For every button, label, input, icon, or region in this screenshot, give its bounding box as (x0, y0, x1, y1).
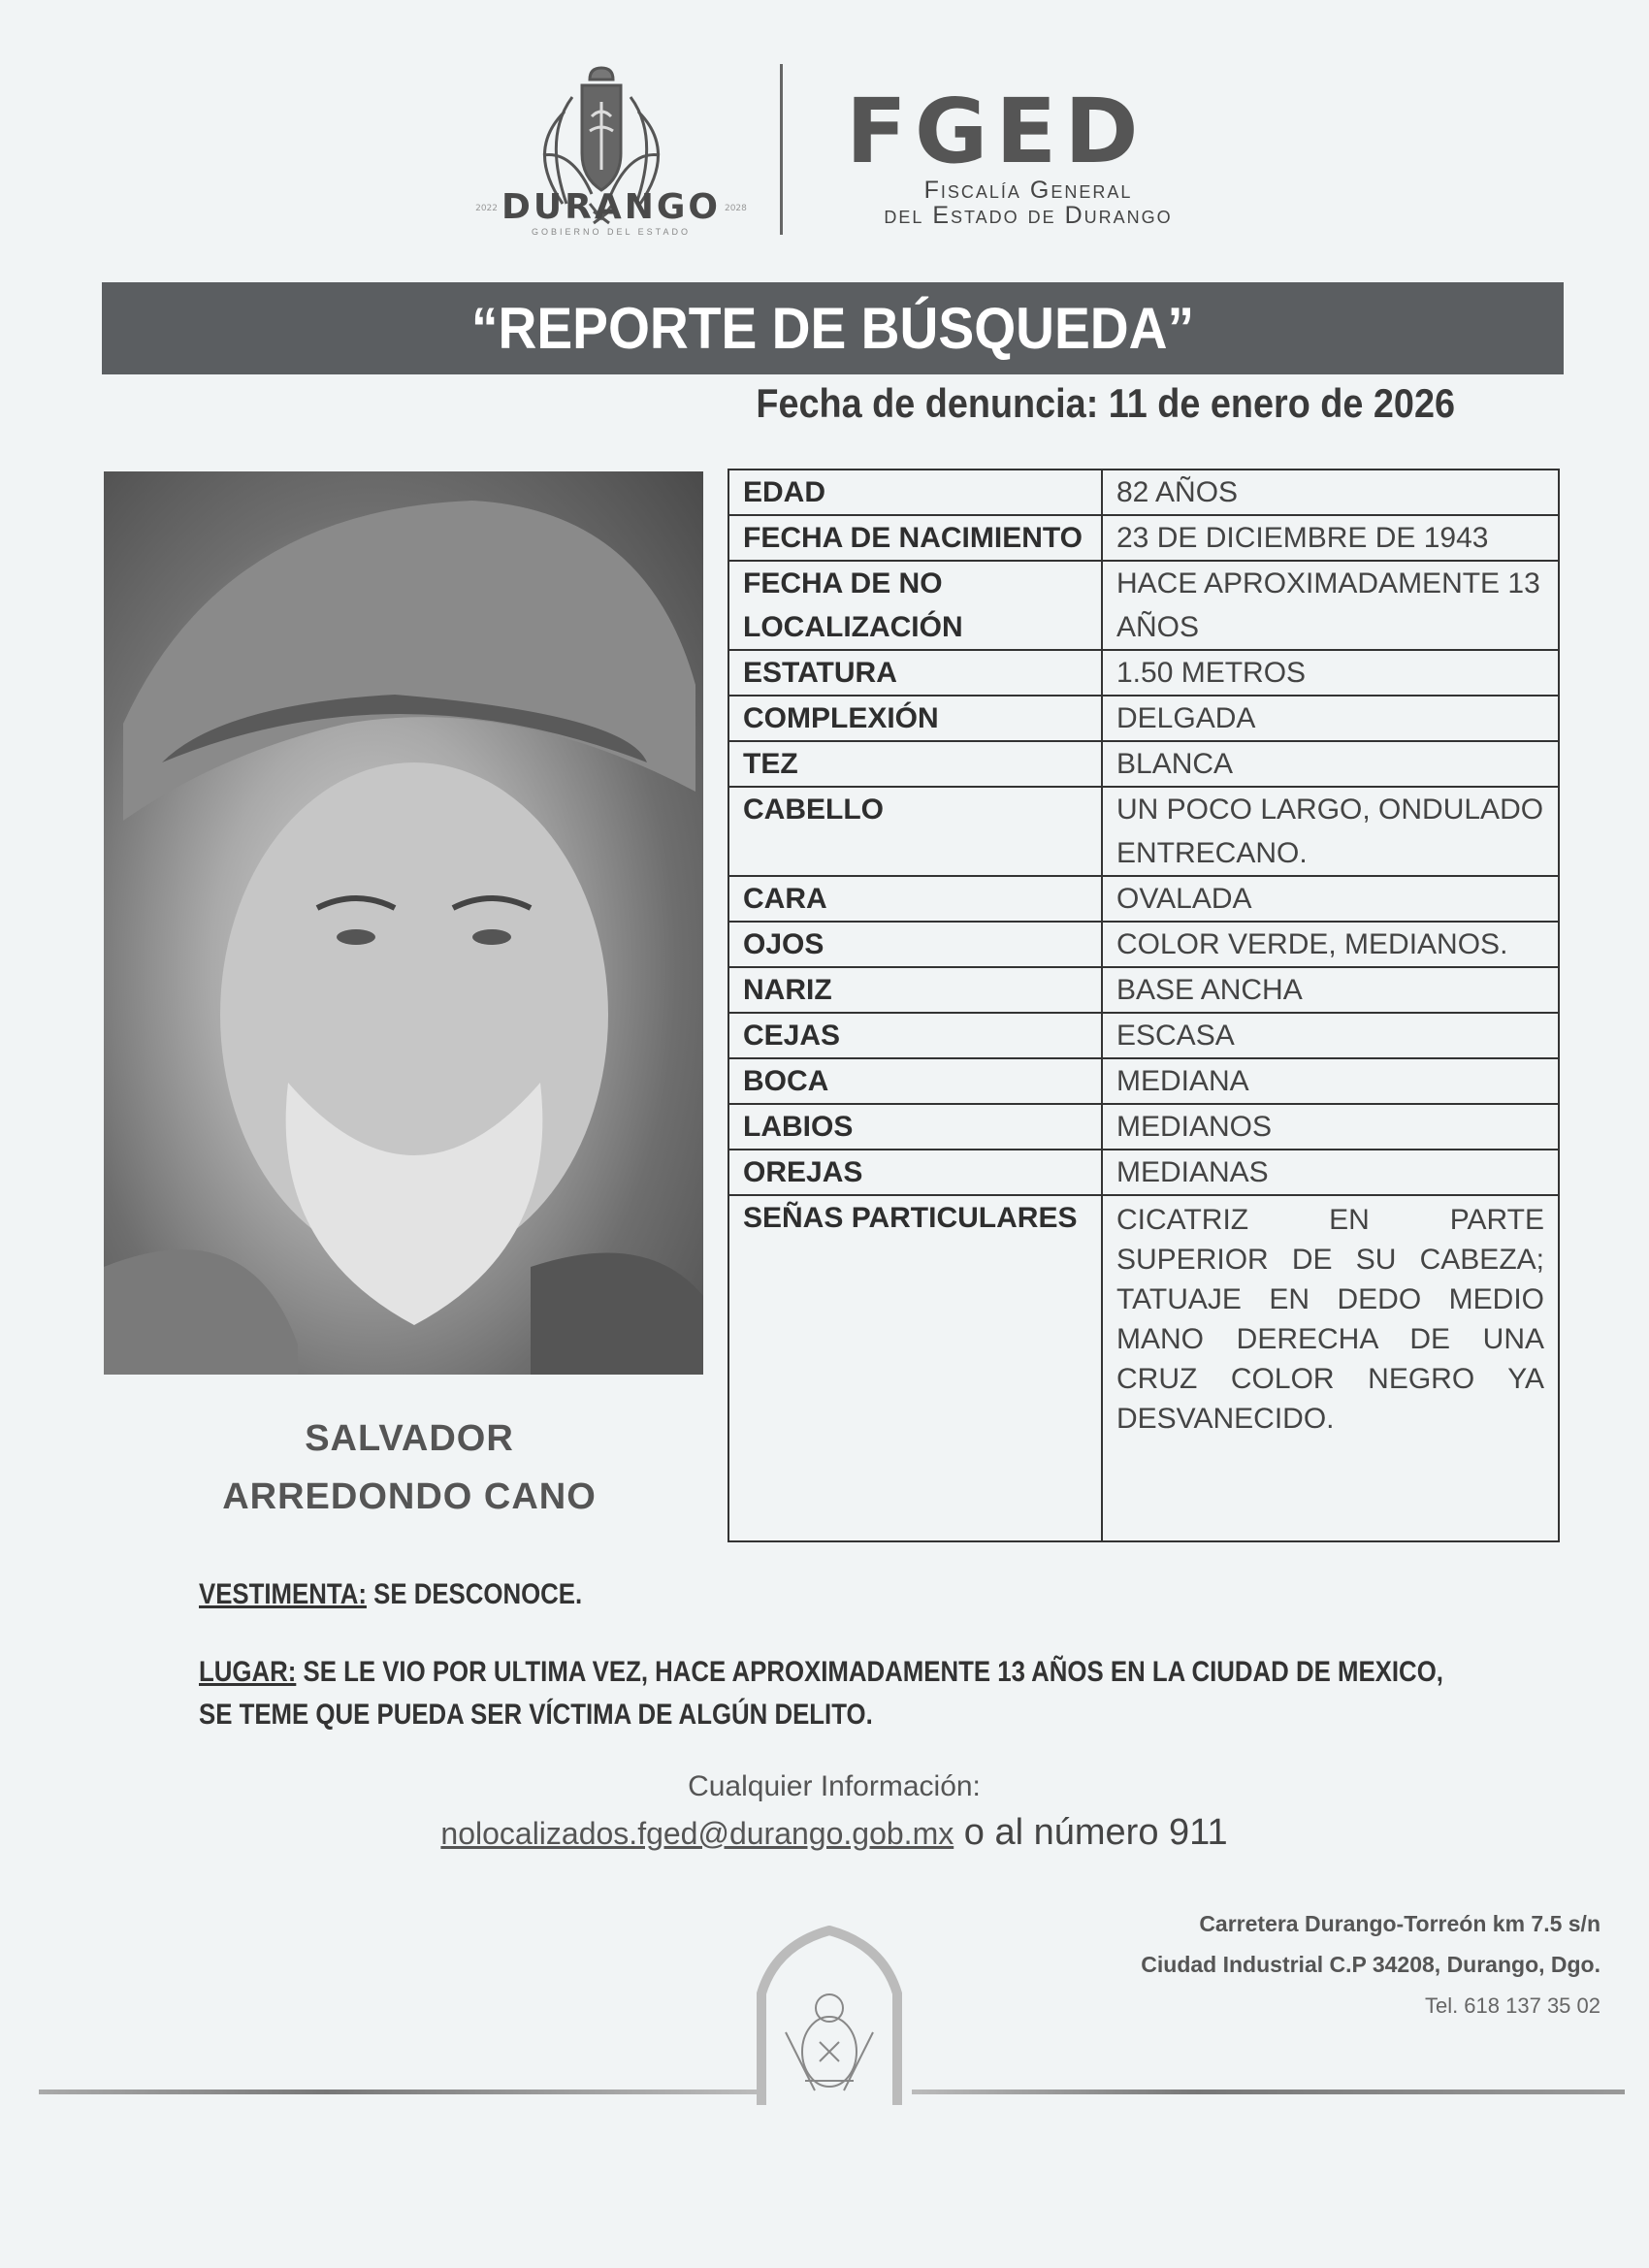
detail-row (728, 470, 1559, 515)
year-end: 2028 (724, 204, 747, 213)
detail-value: DELGADA (1102, 696, 1559, 741)
address-line1: Carretera Durango-Torreón km 7.5 s/n (1199, 1911, 1600, 1936)
missing-person-photo (104, 471, 703, 1375)
portrait-illustration (104, 471, 703, 1375)
detail-value: MEDIANA (1102, 1058, 1559, 1104)
address-phone: Tel. 618 137 35 02 (1424, 1993, 1600, 2018)
detail-row (728, 1104, 1559, 1150)
gobierno-subtitle: GOBIERNO DEL ESTADO (531, 227, 692, 237)
header-divider (780, 64, 783, 235)
detail-value: CICATRIZ EN PARTE SUPERIOR DE SU CABEZA; TATUAJE EN DEDO MEDIO MANO DERECHA DE UNA CRUZ COLOR NEGRO YA DESVANECIDO. (1102, 1195, 1559, 1541)
detail-label: BOCA (728, 1058, 1102, 1104)
place-paragraph-line2 (199, 1694, 983, 1736)
clothing-label: VESTIMENTA: (199, 1578, 367, 1610)
detail-value: BASE ANCHA (1102, 967, 1559, 1013)
detail-value: ESCASA (1102, 1013, 1559, 1058)
detail-value: MEDIANOS (1102, 1104, 1559, 1150)
detail-label: TEZ (728, 741, 1102, 787)
detail-row (728, 1013, 1559, 1058)
detail-value: HACE APROXIMADAMENTE 13 AÑOS (1102, 561, 1559, 650)
place-paragraph (199, 1651, 1646, 1694)
detail-value: 82 AÑOS (1102, 470, 1559, 515)
detail-value: OVALADA (1102, 876, 1559, 922)
detail-row (728, 1058, 1559, 1104)
person-last-names: ARREDONDO CANO (222, 1476, 597, 1517)
detail-label: NARIZ (728, 967, 1102, 1013)
detail-label: CEJAS (728, 1013, 1102, 1058)
page-title: “REPORTE DE BÚSQUEDA” (470, 296, 1195, 361)
detail-label: OREJAS (728, 1150, 1102, 1195)
detail-label: FECHA DE NACIMIENTO (728, 515, 1102, 561)
detail-row (728, 1150, 1559, 1195)
contact-line (388, 1812, 1280, 1854)
report-date: Fecha de denuncia: 11 de enero de 2026 (756, 380, 1455, 426)
detail-label: LABIOS (728, 1104, 1102, 1150)
detail-label: CABELLO (728, 787, 1102, 876)
clothing-value: SE DESCONOCE. (373, 1578, 583, 1610)
fged-logo-wordmark: FGED (846, 80, 1147, 183)
detail-row (728, 515, 1559, 561)
detail-label: OJOS (728, 922, 1102, 967)
detail-value: BLANCA (1102, 741, 1559, 787)
detail-label: ESTATURA (728, 650, 1102, 696)
clothing-paragraph (199, 1573, 645, 1616)
durango-wordmark (456, 187, 766, 227)
detail-row (728, 967, 1559, 1013)
address-line2: Ciudad Industrial C.P 34208, Durango, Dgo. (1141, 1952, 1600, 1977)
detail-value: 1.50 METROS (1102, 650, 1559, 696)
detail-row (728, 696, 1559, 741)
detail-row (728, 650, 1559, 696)
detail-label: SEÑAS PARTICULARES (728, 1195, 1102, 1541)
contact-label: Cualquier Información: (688, 1770, 981, 1802)
place-label: LUGAR: (199, 1656, 297, 1688)
durango-seal-watermark-icon (747, 1926, 912, 2105)
detail-row (728, 1195, 1559, 1541)
contact-phone-text: o al número 911 (963, 1812, 1228, 1853)
place-line2: SE TEME QUE PUEDA SER VÍCTIMA DE ALGÚN DELITO. (199, 1699, 873, 1731)
place-line1: SE LE VIO POR ULTIMA VEZ, HACE APROXIMADAMENTE 13 AÑOS EN LA CIUDAD DE MEXICO, (303, 1656, 1443, 1688)
detail-label: CARA (728, 876, 1102, 922)
detail-row (728, 876, 1559, 922)
footer-divider-right (912, 2090, 1625, 2094)
detail-value: UN POCO LARGO, ONDULADO ENTRECANO. (1102, 787, 1559, 876)
detail-label: FECHA DE NO LOCALIZACIÓN (728, 561, 1102, 650)
detail-row (728, 922, 1559, 967)
detail-row (728, 787, 1559, 876)
year-start: 2022 (475, 204, 498, 213)
fged-subtitle-line2: del Estado de Durango (884, 202, 1173, 229)
person-first-name: SALVADOR (305, 1418, 514, 1459)
detail-row (728, 561, 1559, 650)
detail-row (728, 741, 1559, 787)
detail-value: COLOR VERDE, MEDIANOS. (1102, 922, 1559, 967)
detail-label: EDAD (728, 470, 1102, 515)
durango-wordmark-text: DURANGO (501, 187, 721, 227)
fged-subtitle-line1: Fiscalía General (923, 177, 1133, 204)
contact-email-link[interactable]: nolocalizados.fged@durango.gob.mx (440, 1816, 954, 1851)
detail-value: MEDIANAS (1102, 1150, 1559, 1195)
details-table (728, 469, 1560, 1542)
footer-divider-left (39, 2090, 757, 2094)
detail-value: 23 DE DICIEMBRE DE 1943 (1102, 515, 1559, 561)
detail-label: COMPLEXIÓN (728, 696, 1102, 741)
